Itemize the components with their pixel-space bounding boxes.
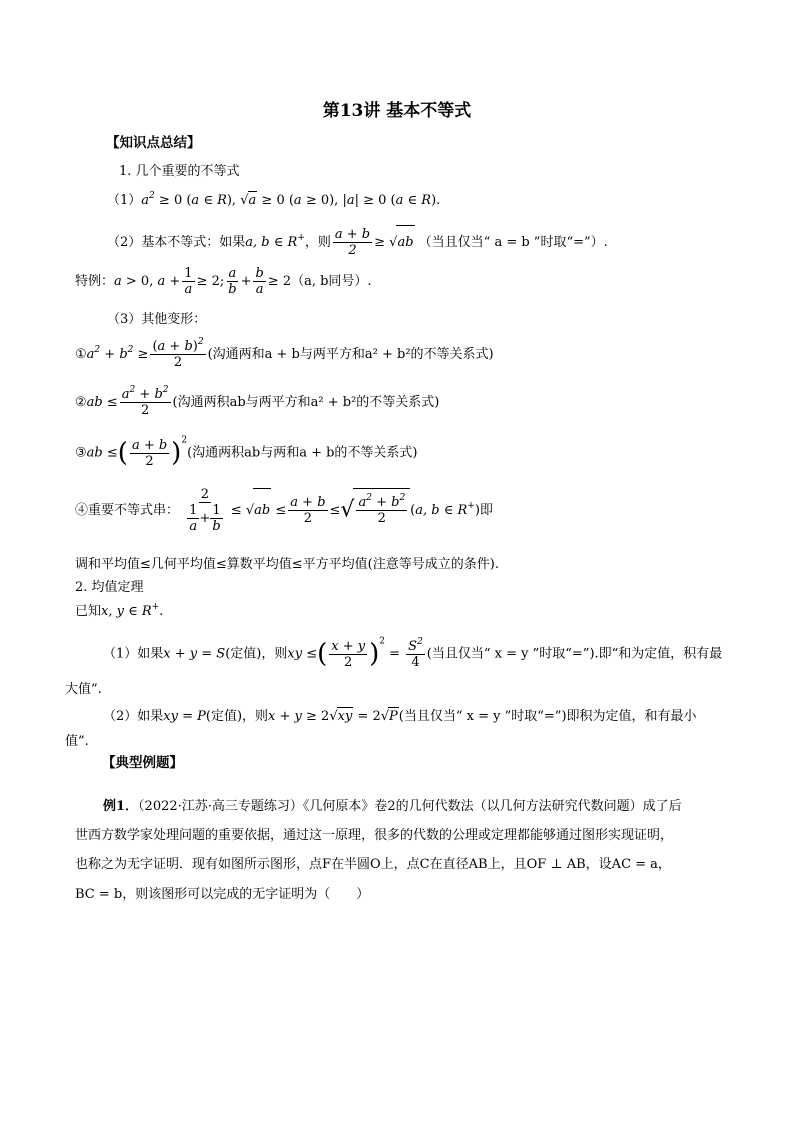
item2-p2-mid: (定值)，则: [205, 709, 269, 724]
formula-ab-positive: a, b ∈ R+，则: [245, 233, 331, 250]
formula-xy-le: xy ≤: [287, 646, 318, 662]
item2-p1-head: （1）如果: [103, 646, 164, 662]
formula-chain-domain: (a, b ∈ R+): [410, 501, 480, 518]
item2-p2-head: （2）如果: [103, 709, 164, 724]
section-knowledge-heading: 【知识点总结】: [106, 135, 201, 151]
page-title: 第13讲 基本不等式: [322, 101, 472, 121]
example1-line1: [103, 798, 682, 816]
variant-4-label: ④重要不等式串：: [75, 503, 180, 518]
formula-variant-2: ab ≤: [86, 395, 118, 410]
item2-p2: [103, 707, 697, 726]
item1-sub3: （3）其他变形：: [107, 312, 207, 327]
formula-basic-nonneg: $a^2 \ge 0$ (a ∈ R), √a ≥ 0 (a ≥ 0), |a| ≥ 0 (a ∈ R).: [141, 191, 441, 208]
item1-sub1-label: （1）: [107, 193, 142, 208]
item2-given: [75, 603, 163, 621]
formula-gm: ≥ √ab: [374, 235, 414, 250]
variant-4-tail: 即: [479, 503, 493, 518]
special-label: 特例：: [75, 274, 115, 289]
variant-2: ②ab ≤ $\frac{a^2 + b^2}{2}$ (沟通两积ab与两平方和a² + b²的不等关系式): [75, 385, 440, 418]
formula-xy-positive: x, y ∈ R+.: [101, 602, 164, 619]
example1-label: 例1．: [103, 799, 139, 814]
item1-sub2-label: （2）基本不等式：如果: [107, 235, 246, 250]
item2-p1-mid: (定值)，则: [225, 646, 288, 662]
example1-line4: BC = b，则该图形可以完成的无字证明为（ ）: [75, 887, 370, 902]
formula-special-2: ≥ 2;: [196, 274, 225, 289]
example1-line2: 世西方数学家处理问题的重要依据，通过这一原理，很多的代数的公理或定理都能够通过图形实现证明，: [75, 828, 674, 843]
formula-variant-1: $a^2 + b^2$ ≥: [86, 345, 149, 362]
item2-heading: 2. 均值定理: [75, 580, 144, 595]
formula-sum-s: x + y = S: [163, 646, 226, 662]
formula-s-squared: $\frac{S^2}{4}$: [408, 636, 423, 670]
section-examples-heading: 【典型例题】: [102, 755, 183, 771]
item1-heading: 1. 几个重要的不等式: [119, 164, 240, 179]
formula-variant-2-frac: $\frac{a^2 + b^2}{2}$: [121, 385, 169, 418]
example1-text-1: （2022·江苏·高三专题练习）《几何原本》卷2的几何代数法（以几何方法研究代数问题）成了后: [138, 799, 682, 814]
variant-3-note: (沟通两积ab与两和a + b的不等关系式): [187, 445, 418, 461]
formula-variant-1-frac: $\frac{(a + b)^2}{2}$: [152, 337, 204, 370]
variant-4: ④重要不等式串： 2 $\frac{1}{a}$ + $\frac{1}{b}$ ≤ √ab ≤ $\frac{a + b}{2}$ ≤√ $\frac{a^2 + b^2}{2}$ (a, b ∈ R+)即: [75, 487, 493, 534]
item2-given-label: 已知: [75, 604, 102, 619]
variant-3: ③ab ≤( $\frac{a + b}{2}$ )$^2$(沟通两积ab与两和a + b的不等关系式): [75, 435, 418, 469]
formula-am-fraction: $\frac{a + b}{2}$: [334, 227, 371, 258]
item2-p2-cont: 值”.: [65, 734, 89, 749]
formula-special-frac-1: $\frac{1}{a}$: [184, 266, 193, 297]
special-tail: （a, b同号）.: [291, 274, 372, 289]
item2-p1-cont: 大值”.: [65, 682, 102, 697]
formula-special-3: ≥ 2: [267, 274, 292, 289]
formula-special-1: a > 0, a +: [114, 274, 181, 289]
item1-sub2-tail: （当且仅当“ a = b ”时取“=”）.: [418, 235, 608, 250]
formula-product-p: xy = P: [163, 709, 206, 724]
formula-chain-am: $\frac{a + b}{2}$: [290, 495, 326, 526]
formula-sum-frac: $\frac{x + y}{2}$: [331, 638, 366, 670]
item2-p1: （1）如果x + y = S(定值)，则xy ≤( $\frac{x + y}{2}$ )$^2$ = $\frac{S^2}{4}$ (当且仅当“ x = y ”时取“=”).即“和为定值，积有最: [103, 636, 723, 670]
example1-line3: 也称之为无字证明．现有如图所示图形，点F在半圆O上，点C在直径AB上，且OF ⊥ AB，设AC = a，: [75, 857, 671, 872]
formula-harmonic-mean: 2 $\frac{1}{a}$ + $\frac{1}{b}$: [189, 487, 221, 534]
formula-special-frac-2: $\frac{a}{b}$: [228, 266, 237, 297]
special-case: 特例：a > 0, a + $\frac{1}{a}$ ≥ 2; $\frac{a}{b}$ + $\frac{b}{a}$ ≥ 2（a, b同号）.: [75, 266, 372, 297]
variant-1: $①a^2 + b^2$ ≥ $\frac{(a + b)^2}{2}$ (沟通两和a + b与两平方和a² + b²的不等关系式): [75, 337, 494, 370]
item1-sub1: [107, 191, 440, 210]
item2-p2-tail: (当且仅当“ x = y ”时取“=”)即积为定值，和有最小: [398, 709, 697, 724]
variant-1-note: (沟通两和a + b与两平方和a² + b²的不等关系式): [207, 347, 494, 362]
formula-variant-3-frac: $\frac{a + b}{2}$: [131, 437, 168, 469]
variant-2-note: (沟通两积ab与两平方和a² + b²的不等关系式): [172, 395, 440, 410]
formula-variant-3: ab ≤: [86, 445, 118, 461]
means-chain: 调和平均值≤几何平均值≤算数平均值≤平方平均值(注意等号成立的条件).: [75, 557, 499, 572]
formula-special-frac-3: $\frac{b}{a}$: [255, 266, 264, 297]
item2-p1-tail: (当且仅当“ x = y ”时取“=”).即“和为定值，积有最: [426, 646, 723, 662]
formula-chain-le: ≤: [329, 503, 341, 518]
formula-sum-ge: x + y ≥ 2√xy = 2√P: [268, 709, 398, 724]
item1-sub2: [107, 225, 608, 260]
formula-chain-qm: $\frac{a^2 + b^2}{2}$: [358, 493, 406, 526]
formula-chain-1: ≤ √ab ≤: [231, 503, 286, 518]
